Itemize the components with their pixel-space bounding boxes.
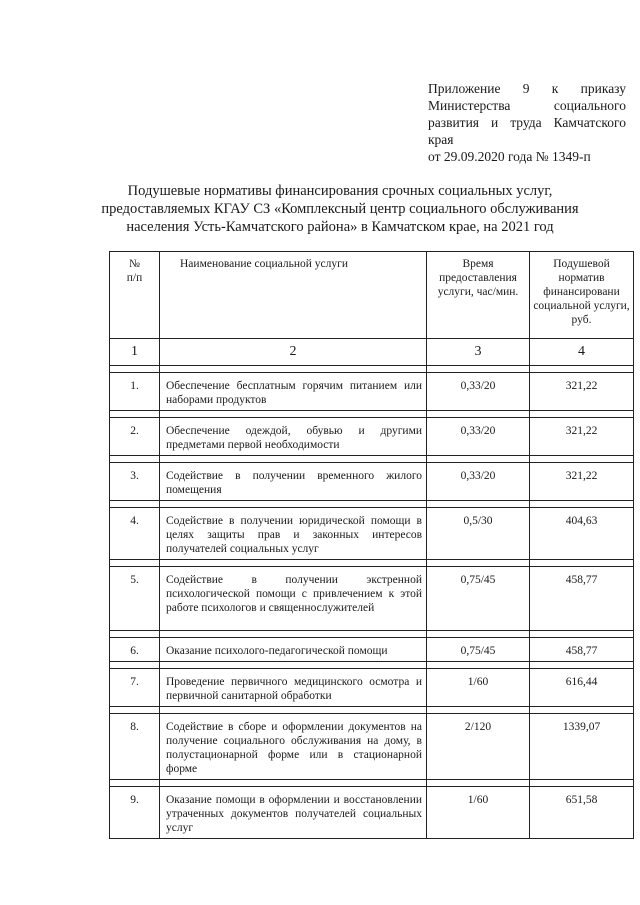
appendix-line: от 29.09.2020 года № 1349-п xyxy=(428,149,591,164)
document-title xyxy=(60,182,620,236)
service-time: 1/60 xyxy=(427,787,530,839)
service-name: Содействие в получении юридической помощи в целях защиты прав и законных интересов получателей социальных услуг xyxy=(160,508,427,560)
service-time: 0,75/45 xyxy=(427,567,530,631)
row-number: 7. xyxy=(110,669,160,707)
service-cost: 404,63 xyxy=(530,508,634,560)
service-name: Оказание помощи в оформлении и восстановлении утраченных документов получателей социальных услуг xyxy=(160,787,427,839)
row-number: 9. xyxy=(110,787,160,839)
table-row xyxy=(110,787,634,839)
table-row xyxy=(110,567,634,631)
title-line: населения Усть-Камчатского района» в Камчатском крае, на 2021 год xyxy=(126,219,554,235)
row-number: 8. xyxy=(110,714,160,780)
header-cost: Подушевой норматив финансировани социальной услуги, руб. xyxy=(530,252,634,339)
column-number: 1 xyxy=(110,339,160,366)
row-number: 5. xyxy=(110,567,160,631)
service-cost: 321,22 xyxy=(530,373,634,411)
service-name: Содействие в получении экстренной психологической помощи с привлечением к этой работе психологов и священнослужителей xyxy=(160,567,427,631)
service-name: Проведение первичного медицинского осмотра и первичной санитарной обработки xyxy=(160,669,427,707)
service-name: Содействие в получении временного жилого помещения xyxy=(160,463,427,501)
service-cost: 1339,07 xyxy=(530,714,634,780)
column-number: 3 xyxy=(427,339,530,366)
service-cost: 321,22 xyxy=(530,463,634,501)
table-row xyxy=(110,669,634,707)
column-number: 4 xyxy=(530,339,634,366)
header-name: Наименование социальной услуги xyxy=(160,252,427,339)
title-line: предоставляемых КГАУ СЗ «Комплексный центр социального обслуживания xyxy=(101,201,579,217)
service-cost: 458,77 xyxy=(530,638,634,662)
service-time: 0,33/20 xyxy=(427,463,530,501)
services-table xyxy=(109,251,634,839)
appendix-line: Министерства социального xyxy=(428,98,626,113)
table-row xyxy=(110,418,634,456)
service-time: 2/120 xyxy=(427,714,530,780)
table-row xyxy=(110,373,634,411)
table-row xyxy=(110,714,634,780)
header-num: № п/п xyxy=(110,252,160,339)
service-time: 0,33/20 xyxy=(427,418,530,456)
header-time: Время предоставления услуги, час/мин. xyxy=(427,252,530,339)
service-cost: 321,22 xyxy=(530,418,634,456)
table-row xyxy=(110,463,634,501)
table-row xyxy=(110,508,634,560)
row-number: 3. xyxy=(110,463,160,501)
service-name: Обеспечение бесплатным горячим питанием или наборами продуктов xyxy=(160,373,427,411)
service-time: 0,5/30 xyxy=(427,508,530,560)
service-cost: 616,44 xyxy=(530,669,634,707)
appendix-note xyxy=(428,80,626,165)
title-line: Подушевые нормативы финансирования срочных социальных услуг, xyxy=(127,183,553,199)
service-name: Оказание психолого-педагогической помощи xyxy=(160,638,427,662)
service-time: 0,33/20 xyxy=(427,373,530,411)
column-number: 2 xyxy=(160,339,427,366)
table-row xyxy=(110,638,634,662)
row-number: 6. xyxy=(110,638,160,662)
service-time: 0,75/45 xyxy=(427,638,530,662)
service-cost: 458,77 xyxy=(530,567,634,631)
appendix-line: развития и труда Камчатского xyxy=(428,115,626,130)
service-cost: 651,58 xyxy=(530,787,634,839)
row-number: 4. xyxy=(110,508,160,560)
row-number: 1. xyxy=(110,373,160,411)
appendix-line: Приложение 9 к приказу xyxy=(428,81,626,96)
table-header-row xyxy=(110,252,634,339)
appendix-line: края xyxy=(428,132,454,147)
service-name: Обеспечение одеждой, обувью и другими предметами первой необходимости xyxy=(160,418,427,456)
service-time: 1/60 xyxy=(427,669,530,707)
column-number-row xyxy=(110,339,634,366)
service-name: Содействие в сборе и оформлении документов на получение социального обслуживания на дому, в полустационарной форме или в стационарной форме xyxy=(160,714,427,780)
row-number: 2. xyxy=(110,418,160,456)
